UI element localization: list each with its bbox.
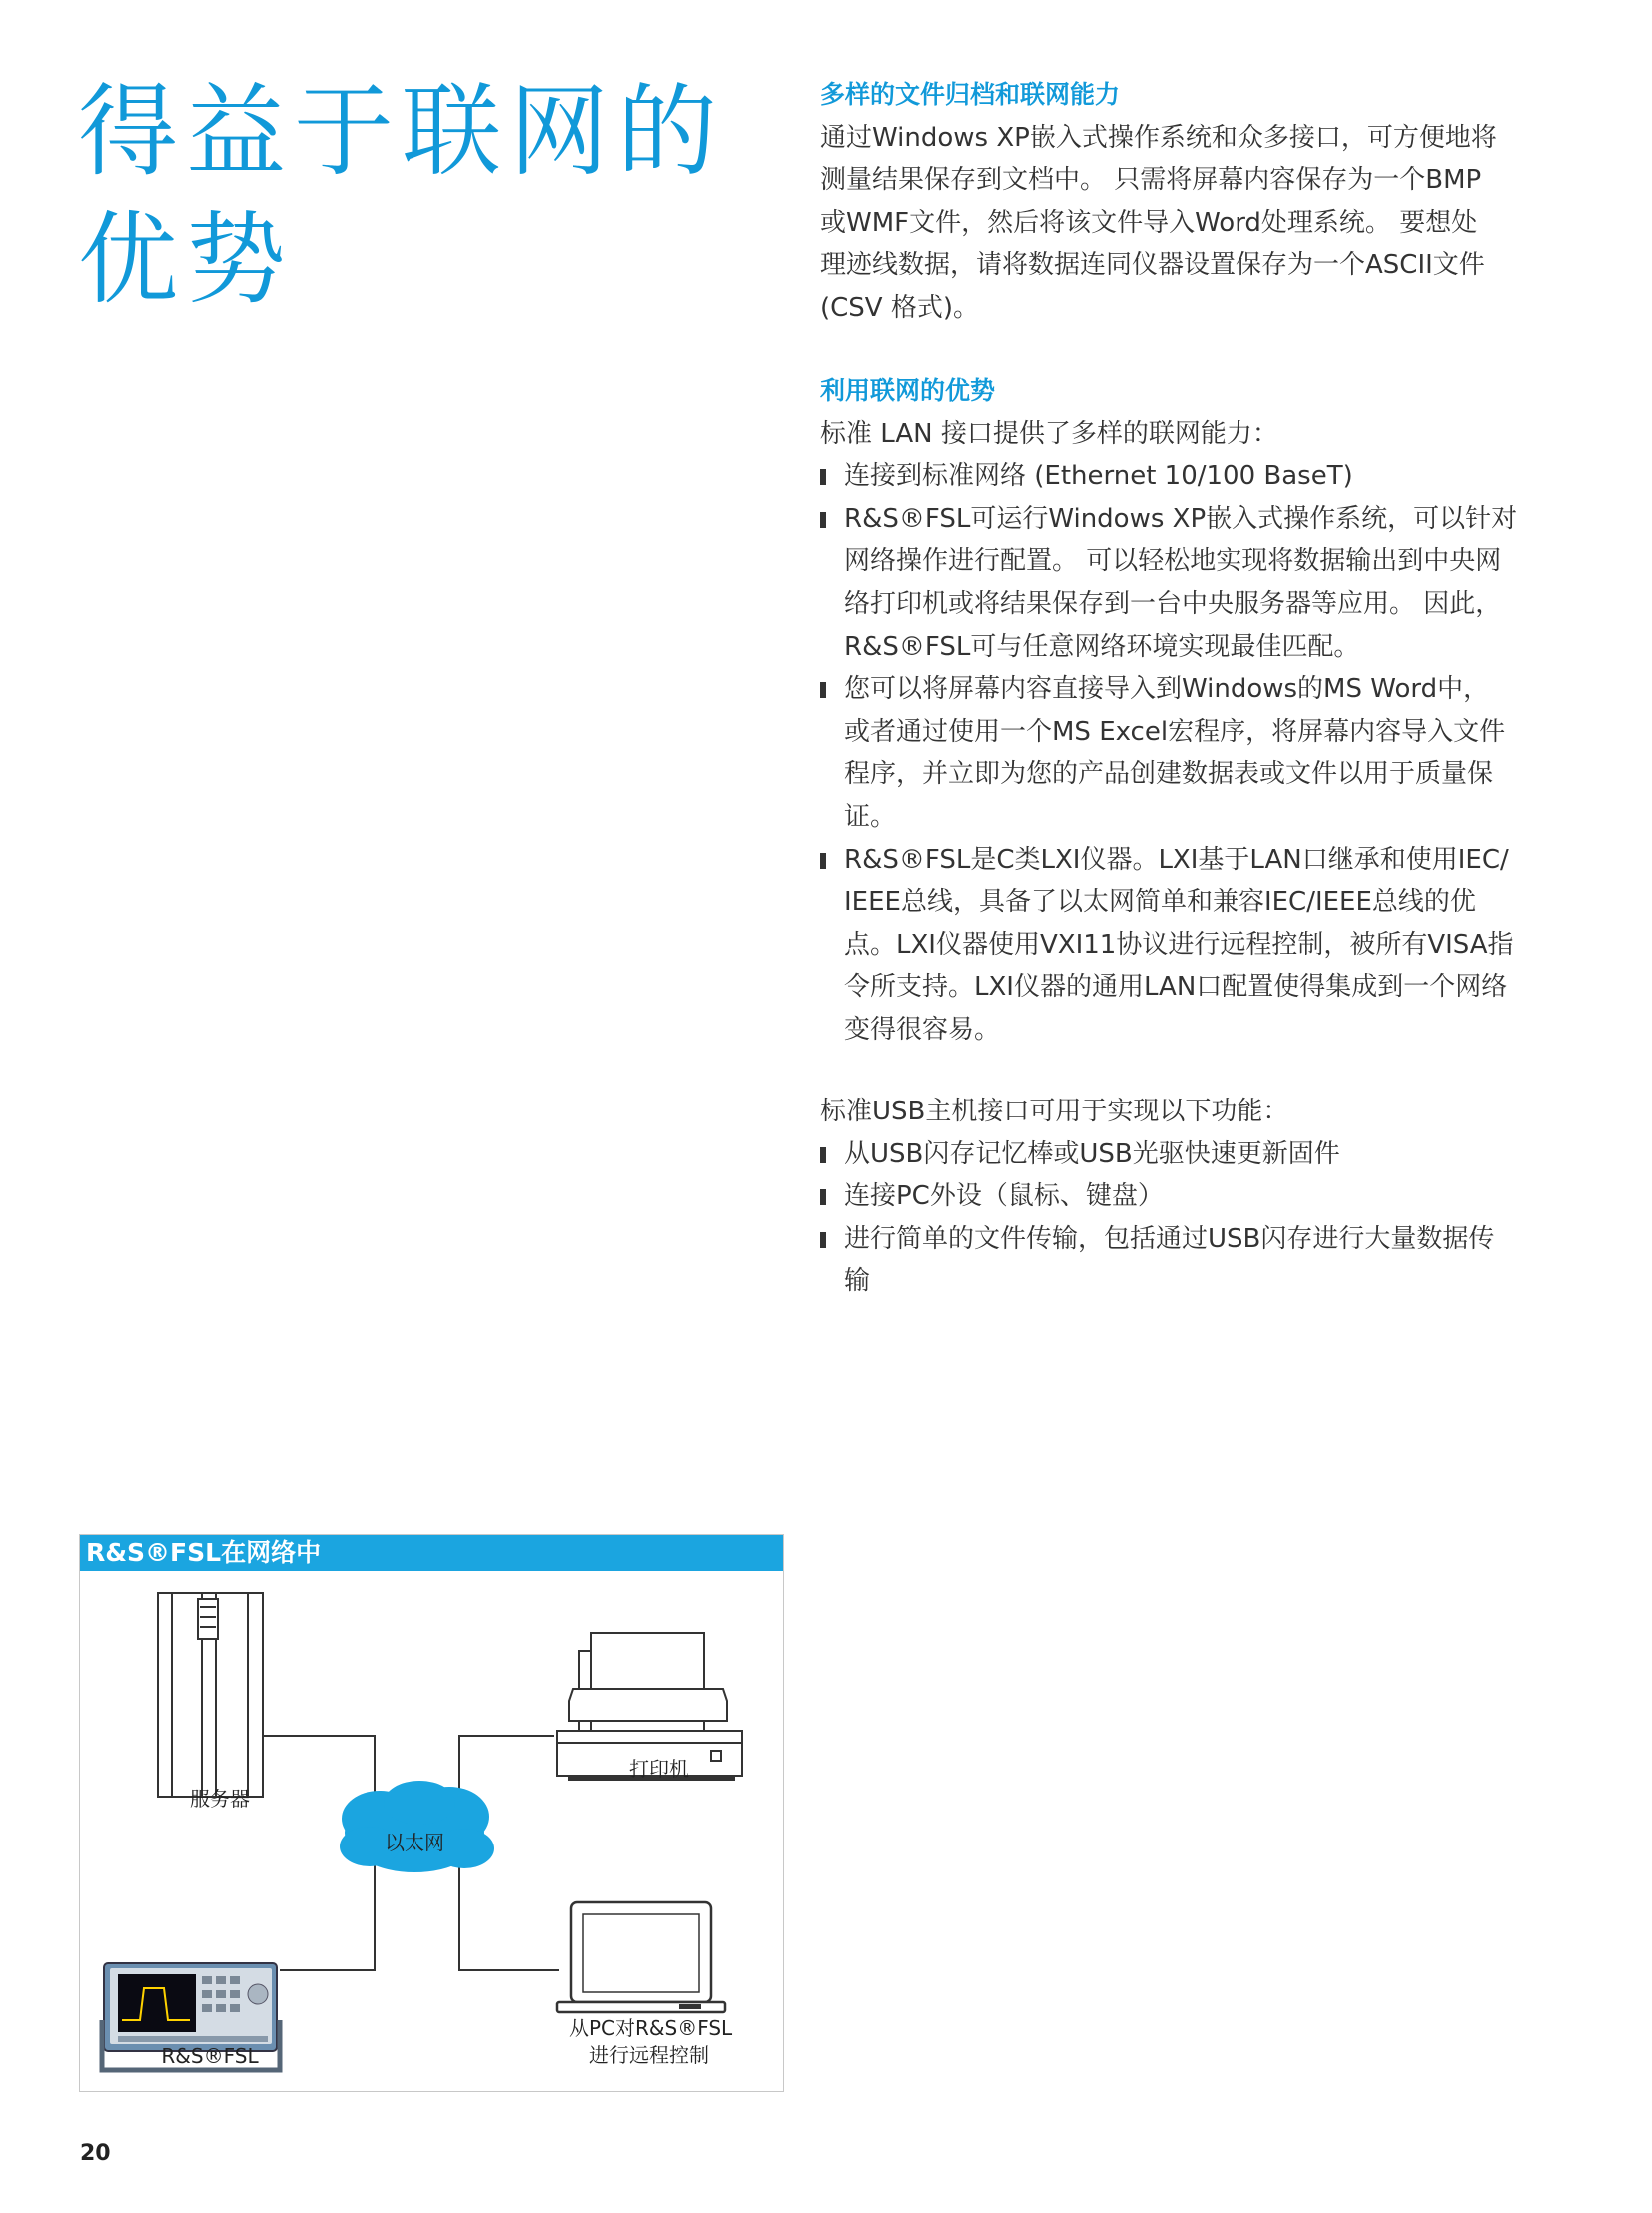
bullet-line: 连接PC外设（鼠标、键盘）: [844, 1181, 1164, 1212]
page-title-line2: 优势: [78, 201, 294, 318]
paragraph-line: 理迹线数据，请将数据连同仪器设置保存为一个ASCII文件: [820, 250, 1485, 281]
bullet-item: [820, 1175, 1529, 1218]
server-icon: [158, 1593, 263, 1797]
ethernet-label: 以太网: [385, 1831, 444, 1854]
bullet-line: 进行简单的文件传输，包括通过USB闪存进行大量数据传: [844, 1223, 1495, 1254]
paragraph-line: (CSV 格式)。: [820, 292, 979, 323]
section-intro: 标准USB主机接口可用于实现以下功能：: [820, 1097, 1289, 1126]
section-heading: 多样的文件归档和联网能力: [820, 80, 1121, 109]
section-heading: 利用联网的优势: [820, 376, 996, 405]
paragraph-line: 测量结果保存到文档中。 只需将屏幕内容保存为一个BMP: [820, 165, 1482, 196]
bullet-line: 程序，并立即为您的产品创建数据表或文件以用于质量保: [844, 759, 1494, 790]
bullet-item: [820, 1218, 1529, 1303]
network-figure: [79, 1534, 784, 2092]
bullet-line: 连接到标准网络 (Ethernet 10/100 BaseT): [844, 461, 1353, 492]
section-archiving: [820, 74, 1529, 330]
section-intro: 标准 LAN 接口提供了多样的联网能力：: [820, 418, 1278, 449]
bullet-list: [820, 455, 1529, 1051]
bullet-item: [820, 668, 1529, 838]
page-number: 20: [80, 2141, 111, 2166]
bullet-line: 点。LXI仪器使用VXI11协议进行远程控制，被所有VISA指: [844, 929, 1514, 960]
section-usb: [820, 1091, 1529, 1303]
pc-label-line2: 进行远程控制: [589, 2043, 709, 2067]
bullet-line: 络打印机或将结果保存到一台中央服务器等应用。 因此，: [844, 588, 1502, 619]
fsl-label: R&S®FSL: [161, 2044, 259, 2068]
bullet-line: R&S®FSL是C类LXI仪器。LXI基于LAN口继承和使用IEC/: [844, 844, 1509, 875]
bullet-list: [820, 1133, 1529, 1303]
bullet-line: 令所支持。LXI仪器的通用LAN口配置使得集成到一个网络: [844, 972, 1508, 1003]
figure-title: R&S®FSL在网络中: [80, 1535, 783, 1571]
bullet-item: [820, 455, 1529, 498]
section-networking: [820, 370, 1529, 1052]
pc-laptop-icon: [557, 1902, 725, 2012]
bullet-item: [820, 1133, 1529, 1176]
server-label: 服务器: [190, 1787, 250, 1811]
bullet-item: [820, 839, 1529, 1052]
bullet-line: 变得很容易。: [844, 1014, 1001, 1045]
bullet-item: [820, 498, 1529, 668]
bullet-line: 您可以将屏幕内容直接导入到Windows的MS Word中，: [844, 674, 1490, 705]
bullet-line: 证。: [844, 801, 897, 832]
bullet-line: 或者通过使用一个MS Excel宏程序，将屏幕内容导入文件: [844, 716, 1506, 747]
bullet-line: 网络操作进行配置。 可以轻松地实现将数据输出到中央网: [844, 546, 1502, 577]
paragraph-line: 或WMF文件，然后将该文件导入Word处理系统。 要想处: [820, 207, 1478, 238]
bullet-line: IEEE总线，具备了以太网简单和兼容IEC/IEEE总线的优: [844, 887, 1476, 918]
section-body: [820, 117, 1529, 330]
pc-label-line1: 从PC对R&S®FSL: [569, 2016, 733, 2040]
bullet-line: R&S®FSL可与任意网络环境实现最佳匹配。: [844, 631, 1360, 662]
bullet-line: R&S®FSL可运行Windows XP嵌入式操作系统，可以针对: [844, 503, 1518, 534]
page-title-line1: 得益于联网的: [78, 73, 725, 190]
bullet-line: 从USB闪存记忆棒或USB光驱快速更新固件: [844, 1138, 1340, 1169]
printer-label: 打印机: [629, 1757, 689, 1781]
paragraph-line: 通过Windows XP嵌入式操作系统和众多接口，可方便地将: [820, 122, 1497, 153]
bullet-line: 输: [844, 1266, 871, 1297]
page-title: [78, 68, 725, 324]
